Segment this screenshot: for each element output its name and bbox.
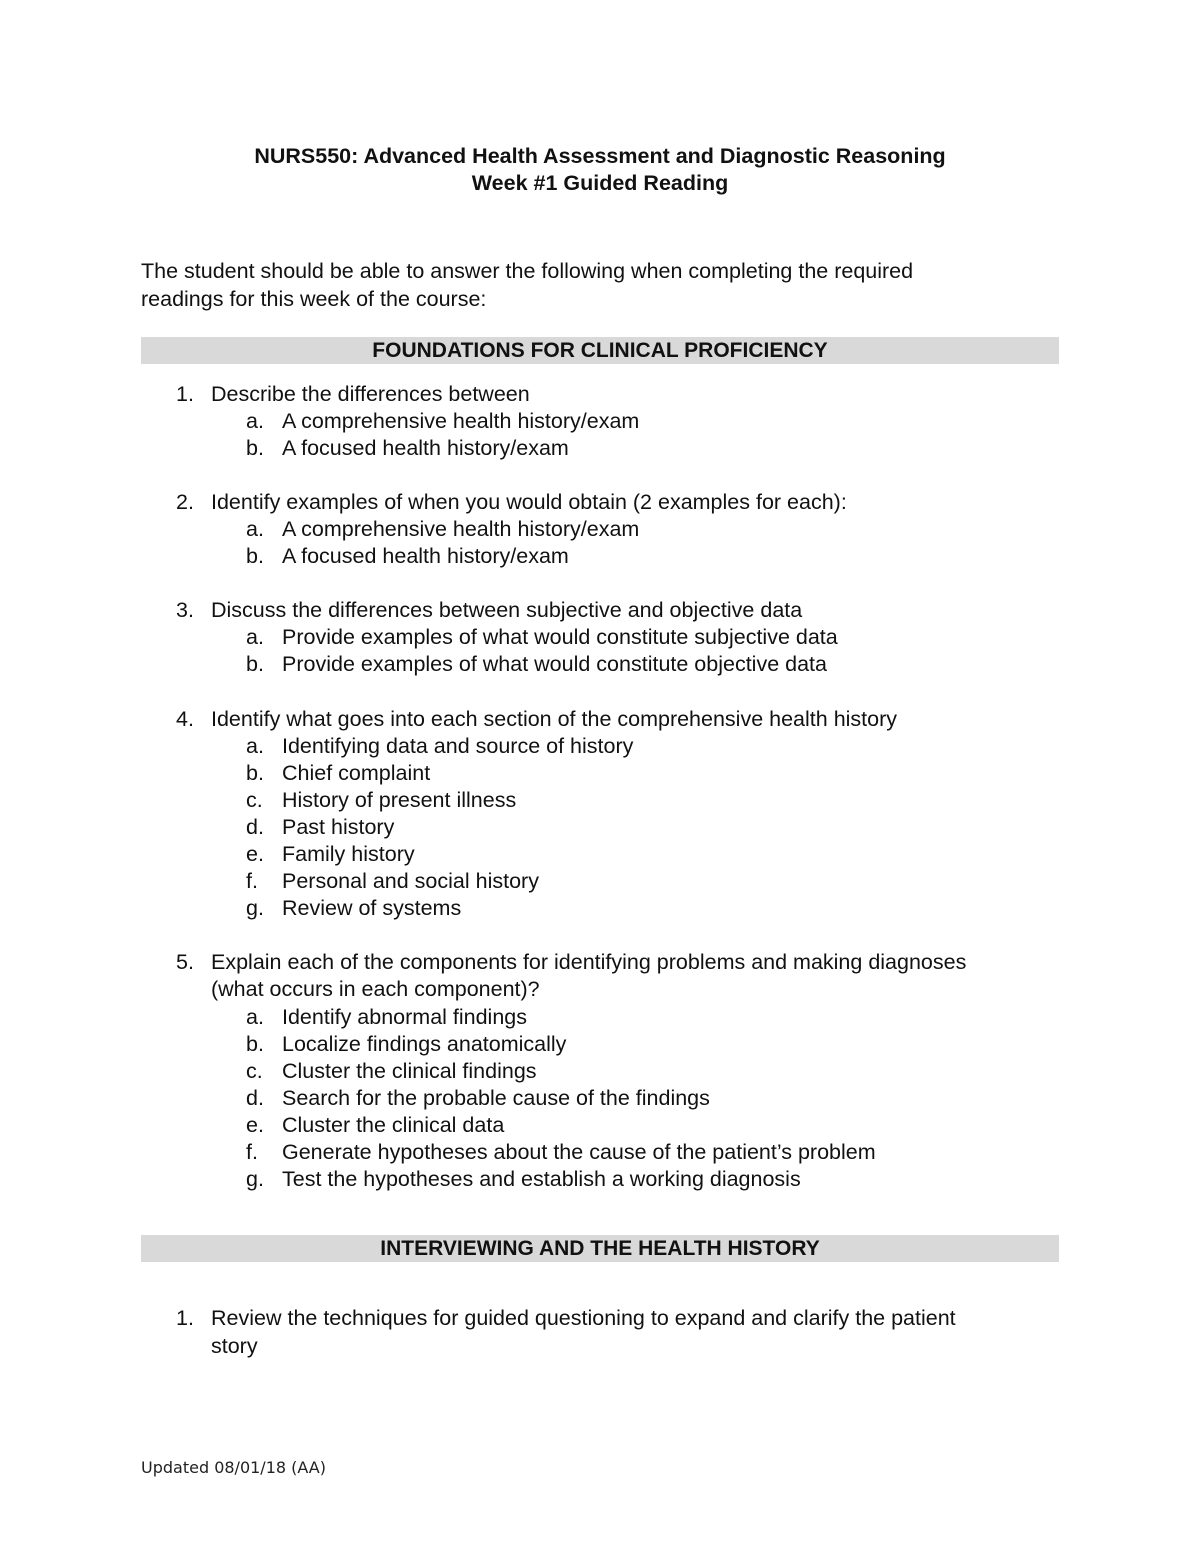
question-number: 2. — [176, 490, 194, 514]
sub-letter: f. — [246, 1140, 258, 1164]
sub-text: Test the hypotheses and establish a working diagnosis — [282, 1167, 801, 1191]
question-text: Discuss the differences between subjective and objective data — [211, 598, 803, 622]
sub-letter: c. — [246, 1059, 263, 1083]
question-text: Explain each of the components for identifying problems and making diagnoses — [211, 950, 967, 974]
sub-letter: f. — [246, 869, 258, 893]
sub-text: Localize findings anatomically — [282, 1032, 567, 1056]
sub-text: Cluster the clinical findings — [282, 1059, 537, 1083]
question-text: Describe the differences between — [211, 382, 530, 406]
document-title: NURS550: Advanced Health Assessment and Diagnostic Reasoning — [254, 144, 946, 168]
sub-letter: e. — [246, 842, 264, 866]
question-text: story — [211, 1334, 258, 1358]
sub-text: Identify abnormal findings — [282, 1005, 528, 1029]
sub-letter: d. — [246, 815, 264, 839]
sub-letter: a. — [246, 517, 264, 541]
sub-text: Family history — [282, 842, 415, 866]
question-text: (what occurs in each component)? — [211, 977, 540, 1001]
sub-letter: a. — [246, 1005, 264, 1029]
question-number: 1. — [176, 382, 194, 406]
sub-text: A comprehensive health history/exam — [282, 517, 640, 541]
intro-line: readings for this week of the course: — [141, 287, 487, 311]
section-heading: FOUNDATIONS FOR CLINICAL PROFICIENCY — [141, 337, 1059, 364]
question-number: 3. — [176, 598, 194, 622]
intro-line: The student should be able to answer the following when completing the required — [141, 259, 914, 283]
sub-text: Identifying data and source of history — [282, 734, 634, 758]
sub-letter: b. — [246, 761, 264, 785]
sub-letter: g. — [246, 1167, 264, 1191]
sub-letter: c. — [246, 788, 263, 812]
sub-letter: g. — [246, 896, 264, 920]
sub-text: A focused health history/exam — [282, 544, 569, 568]
sub-letter: e. — [246, 1113, 264, 1137]
sub-text: Provide examples of what would constitute subjective data — [282, 625, 838, 649]
section-heading: INTERVIEWING AND THE HEALTH HISTORY — [141, 1235, 1059, 1262]
sub-text: History of present illness — [282, 788, 517, 812]
sub-text: Chief complaint — [282, 761, 431, 785]
sub-text: Personal and social history — [282, 869, 539, 893]
question-number: 5. — [176, 950, 194, 974]
question-text: Identify what goes into each section of the comprehensive health history — [211, 707, 898, 731]
sub-letter: b. — [246, 652, 264, 676]
sub-letter: b. — [246, 436, 264, 460]
sub-letter: d. — [246, 1086, 264, 1110]
sub-text: Cluster the clinical data — [282, 1113, 505, 1137]
sub-letter: a. — [246, 734, 264, 758]
footer-updated-date: Updated 08/01/18 (AA) — [141, 1458, 326, 1477]
sub-text: Search for the probable cause of the findings — [282, 1086, 710, 1110]
question-number: 4. — [176, 707, 194, 731]
question-text: Review the techniques for guided questioning to expand and clarify the patient — [211, 1306, 956, 1330]
sub-text: Past history — [282, 815, 395, 839]
question-text: Identify examples of when you would obtain (2 examples for each): — [211, 490, 847, 514]
sub-text: A comprehensive health history/exam — [282, 409, 640, 433]
question-number: 1. — [176, 1306, 194, 1330]
sub-letter: b. — [246, 1032, 264, 1056]
sub-text: Generate hypotheses about the cause of the patient’s problem — [282, 1140, 876, 1164]
intro-paragraph — [141, 257, 1041, 313]
sub-letter: a. — [246, 625, 264, 649]
sub-letter: a. — [246, 409, 264, 433]
sub-text: Review of systems — [282, 896, 462, 920]
sub-text: Provide examples of what would constitute objective data — [282, 652, 827, 676]
sub-text: A focused health history/exam — [282, 436, 569, 460]
document-subtitle: Week #1 Guided Reading — [471, 171, 729, 195]
sub-letter: b. — [246, 544, 264, 568]
